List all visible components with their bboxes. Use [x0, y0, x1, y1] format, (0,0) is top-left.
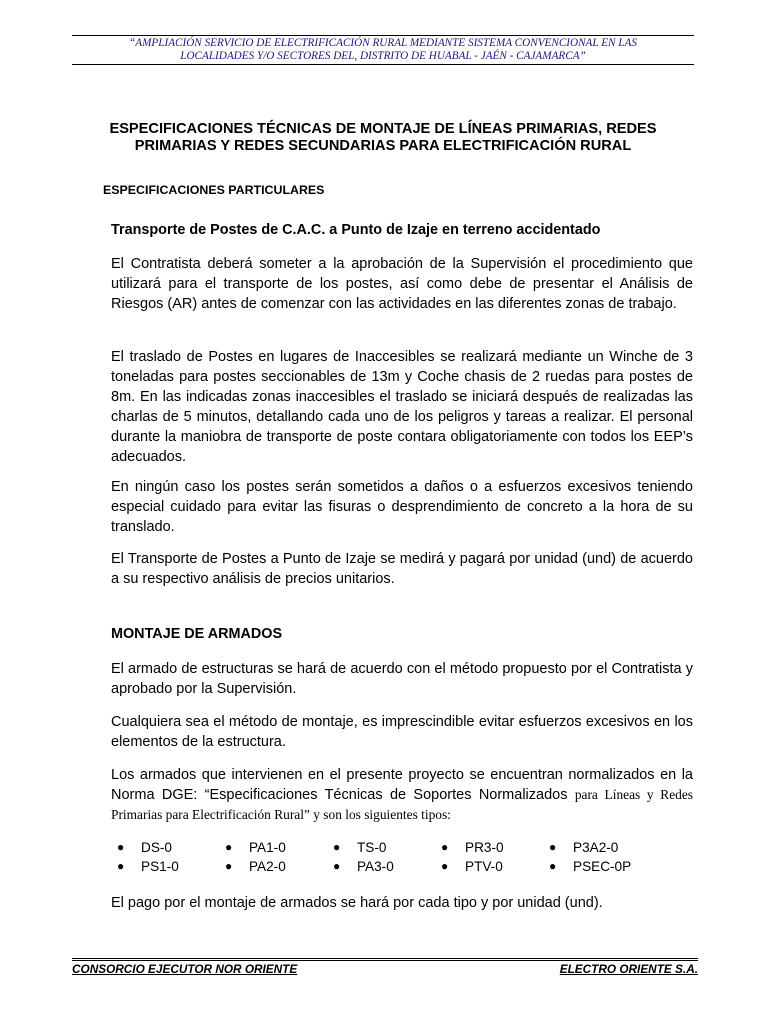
footer-right-text: ELECTRO ORIENTE S.A.: [559, 962, 698, 976]
assembly-paragraph-1: El armado de estructuras se hará de acuerdo con el método propuesto por el Contratista y aprobado por la Supervisión.: [111, 661, 693, 697]
bullet-icon: ●: [441, 859, 449, 873]
transport-paragraph-4: El Transporte de Postes a Punto de Izaje se medirá y pagará por unidad (und) de acuerdo a su respectivo análisis de precios unitarios.: [111, 551, 693, 587]
footer-rule-double: [72, 960, 698, 961]
footer-left-text: CONSORCIO EJECUTOR NOR ORIENTE: [72, 962, 298, 976]
header-line-2: LOCALIDADES Y/O SECTORES DEL, DISTRITO DE HUABAL - JAÉN - CAJAMARCA”: [180, 50, 586, 62]
transport-paragraph-2: El traslado de Postes en lugares de Inaccesibles se realizará mediante un Winche de 3 toneladas para postes seccionables de 13m y Coche chasis de 2 ruedas para postes de 8m. En las indicadas zonas inaccesibles el traslado se iniciará después de realizadas las charlas de 5 minutos, detallando cada uno de los peligros y tareas a realizar. El personal durante la maniobra de transporte de poste contara obligatoriamente con todos los EEP’s adecuados.: [111, 349, 693, 465]
bullet-icon: ●: [225, 859, 233, 873]
armado-types-list: [111, 838, 671, 876]
header-line-1: “AMPLIACIÓN SERVICIO DE ELECTRIFICACIÓN RURAL MEDIANTE SISTEMA CONVENCIONAL EN LAS: [129, 37, 637, 49]
bullet-icon: ●: [225, 840, 233, 854]
assembly-heading: MONTAJE DE ARMADOS: [111, 626, 283, 642]
list-item: ● PA1-0: [225, 840, 286, 855]
header-top-rule: [72, 35, 694, 36]
section-subtitle: ESPECIFICACIONES PARTICULARES: [103, 183, 325, 197]
assembly-paragraph-3: [111, 765, 693, 825]
footer-rule: [72, 958, 698, 959]
assembly-paragraph-2: Cualquiera sea el método de montaje, es imprescindible evitar esfuerzos excesivos en los elementos de la estructura.: [111, 714, 693, 750]
list-item: ● P3A2-0: [549, 840, 619, 855]
bullet-icon: ●: [333, 859, 341, 873]
bullet-icon: ●: [333, 840, 341, 854]
document-title: [72, 121, 694, 155]
list-item: ● DS-0: [117, 840, 172, 855]
assembly-paragraph-4: El pago por el montaje de armados se hará por cada tipo y por unidad (und).: [111, 895, 603, 911]
bullet-icon: ●: [117, 840, 125, 854]
header-bottom-rule: [72, 64, 694, 65]
title-line-2: PRIMARIAS Y REDES SECUNDARIAS PARA ELECTRIFICACIÓN RURAL: [134, 138, 632, 154]
title-line-1: ESPECIFICACIONES TÉCNICAS DE MONTAJE DE LÍNEAS PRIMARIAS, REDES: [109, 121, 657, 137]
project-title-header: [72, 37, 694, 63]
transport-paragraph-1: El Contratista deberá someter a la aprobación de la Supervisión el procedimiento que utilizará para el transporte de los postes, así como debe de presentar el Análisis de Riesgos (AR) antes de comenzar con las actividades en las diferentes zonas de trabajo.: [111, 256, 693, 312]
bullet-icon: ●: [441, 840, 449, 854]
list-item: ● PSEC-0P: [549, 859, 632, 874]
transport-heading: Transporte de Postes de C.A.C. a Punto de Izaje en terreno accidentado: [111, 222, 601, 238]
assembly-paragraph-3-part-b: para Líneas y Redes Primarias para Electrificación Rural” y son los siguientes tipos:: [111, 787, 693, 822]
bullet-icon: ●: [549, 859, 557, 873]
assembly-paragraph-3-part-a: Los armados que intervienen en el presente proyecto se encuentran normalizados en la Norma DGE: “Especificaciones Técnicas de Soportes Normalizados: [111, 767, 693, 803]
list-item: ● PR3-0: [441, 840, 504, 855]
bullet-icon: ●: [117, 859, 125, 873]
bullet-icon: ●: [549, 840, 557, 854]
list-item: ● PA3-0: [333, 859, 394, 874]
list-item: ● PS1-0: [117, 859, 179, 874]
list-item: ● PTV-0: [441, 859, 503, 874]
list-item: ● PA2-0: [225, 859, 286, 874]
transport-paragraph-3: En ningún caso los postes serán sometidos a daños o a esfuerzos excesivos teniendo especial cuidado para evitar las fisuras o desprendimiento de concreto a la hora de su translado.: [111, 479, 693, 535]
list-item: ● TS-0: [333, 840, 387, 855]
